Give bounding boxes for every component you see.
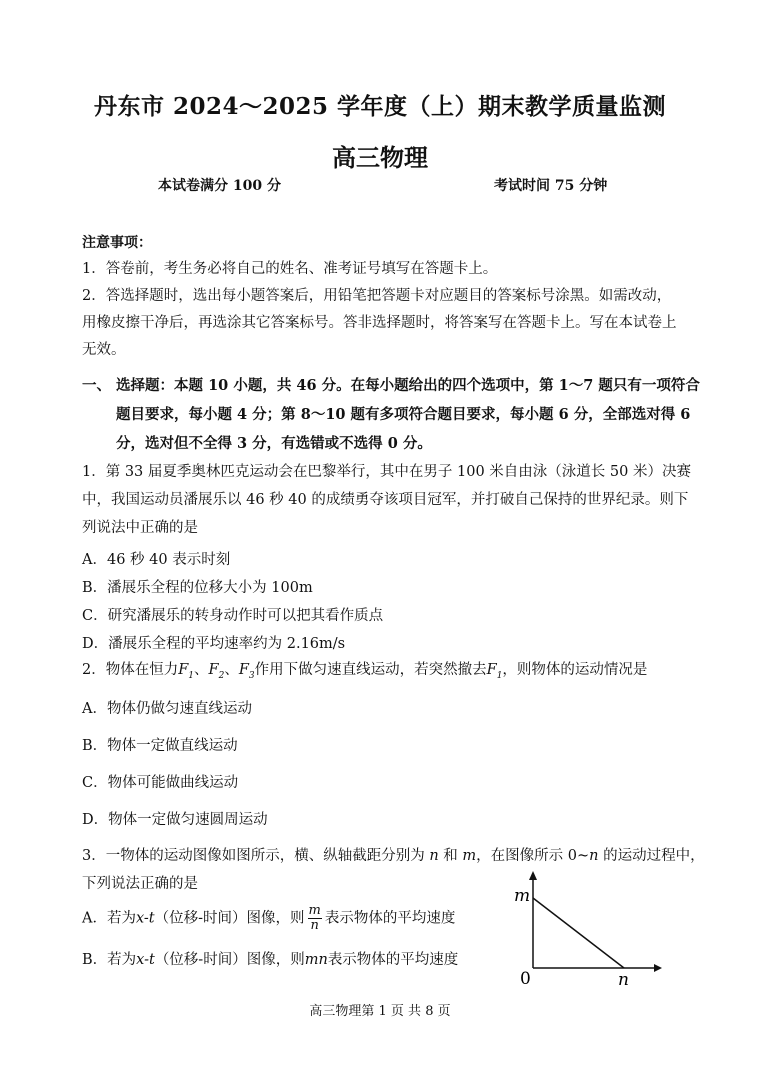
y-axis-arrow-icon — [529, 871, 537, 880]
motion-graph — [506, 868, 666, 988]
q2-option-a: A．物体仍做匀速直线运动 — [82, 701, 252, 717]
force-f1-removed: $F_1$ — [486, 662, 503, 681]
exam-subject: 高三物理 — [332, 143, 428, 172]
q1-stem-line-1: 1．第 33 届夏季奥林匹克运动会在巴黎举行，其中在男子 100 米自由泳（泳道长 50 米）决赛 — [82, 464, 691, 480]
q2-option-d: D．物体一定做匀速圆周运动 — [82, 812, 268, 828]
force-f2: $F_2$ — [208, 662, 225, 681]
q1-option-c: C．研究潘展乐的转身动作时可以把其看作质点 — [82, 608, 384, 624]
exam-title: 丹东市 2024～2025 学年度（上）期末教学质量监测 — [93, 93, 667, 120]
q3-option-a: A．若为x-t（位移-时间）图像，则 $\frac{m}{n}$ 表示物体的平均速度 — [82, 903, 456, 933]
q3-option-b: B．若为x-t（位移-时间）图像，则mn表示物体的平均速度 — [82, 952, 459, 968]
y-intercept-label: m — [514, 886, 531, 906]
origin-label: 0 — [520, 969, 531, 988]
full-score: 本试卷满分 100 分 — [158, 178, 281, 194]
x-axis-arrow-icon — [654, 964, 662, 972]
page-footer: 高三物理第 1 页 共 8 页 — [309, 1004, 451, 1019]
q2-stem: 2．物体在恒力$F_1$、$F_2$、$F_3$作用下做匀速直线运动，若突然撤去$F_1$，则物体的运动情况是 — [82, 662, 648, 681]
x-intercept-label: n — [618, 970, 629, 988]
q1-option-a: A．46 秒 40 表示时刻 — [82, 552, 231, 568]
section-1-line-1: 一、 选择题：本题 10 小题，共 46 分。在每小题给出的四个选项中，第 1～7 题只有一项符合 — [82, 377, 700, 394]
notice-item-2-line-1: 2．答选择题时，选出每小题答案后，用铅笔把答题卡对应题目的答案标号涂黑。如需改动， — [82, 288, 672, 304]
time-limit: 考试时间 75 分钟 — [494, 178, 608, 194]
force-f1: $F_1$ — [178, 662, 195, 681]
q1-option-d: D．潘展乐全程的平均速率约为 2.16m/s — [82, 636, 346, 652]
q2-option-b: B．物体一定做直线运动 — [82, 738, 238, 754]
notice-item-2-line-2: 用橡皮擦干净后，再选涂其它答案标号。答非选择题时，将答案写在答题卡上。写在本试卷上 — [82, 315, 677, 331]
q1-stem-line-2: 中，我国运动员潘展乐以 46 秒 40 的成绩勇夺该项目冠军，并打破自己保持的世界纪录。则下 — [82, 492, 689, 508]
section-1-line-3: 分，选对但不全得 3 分，有选错或不选得 0 分。 — [116, 435, 432, 452]
q3-stem-line-2: 下列说法正确的是 — [82, 876, 198, 892]
q3-stem-line-1: 3．一物体的运动图像如图所示，横、纵轴截距分别为 n 和 m，在图像所示 0~n 的运动过程中， — [82, 848, 705, 864]
graph-line — [533, 898, 624, 968]
section-1-line-2: 题目要求，每小题 4 分；第 8～10 题有多项符合题目要求，每小题 6 分，全部选对得 6 — [116, 406, 691, 423]
q1-stem-line-3: 列说法中正确的是 — [82, 520, 198, 536]
fraction-m-over-n: $\frac{m}{n}$ — [308, 903, 321, 933]
q2-option-c: C．物体可能做曲线运动 — [82, 775, 239, 791]
notice-item-1: 1．答卷前，考生务必将自己的姓名、准考证号填写在答题卡上。 — [82, 261, 498, 277]
notice-heading: 注意事项： — [82, 235, 152, 251]
notice-item-2-line-3: 无效。 — [82, 342, 126, 358]
force-f3: $F_3$ — [238, 662, 255, 681]
q1-option-b: B．潘展乐全程的位移大小为 100m — [82, 580, 313, 596]
